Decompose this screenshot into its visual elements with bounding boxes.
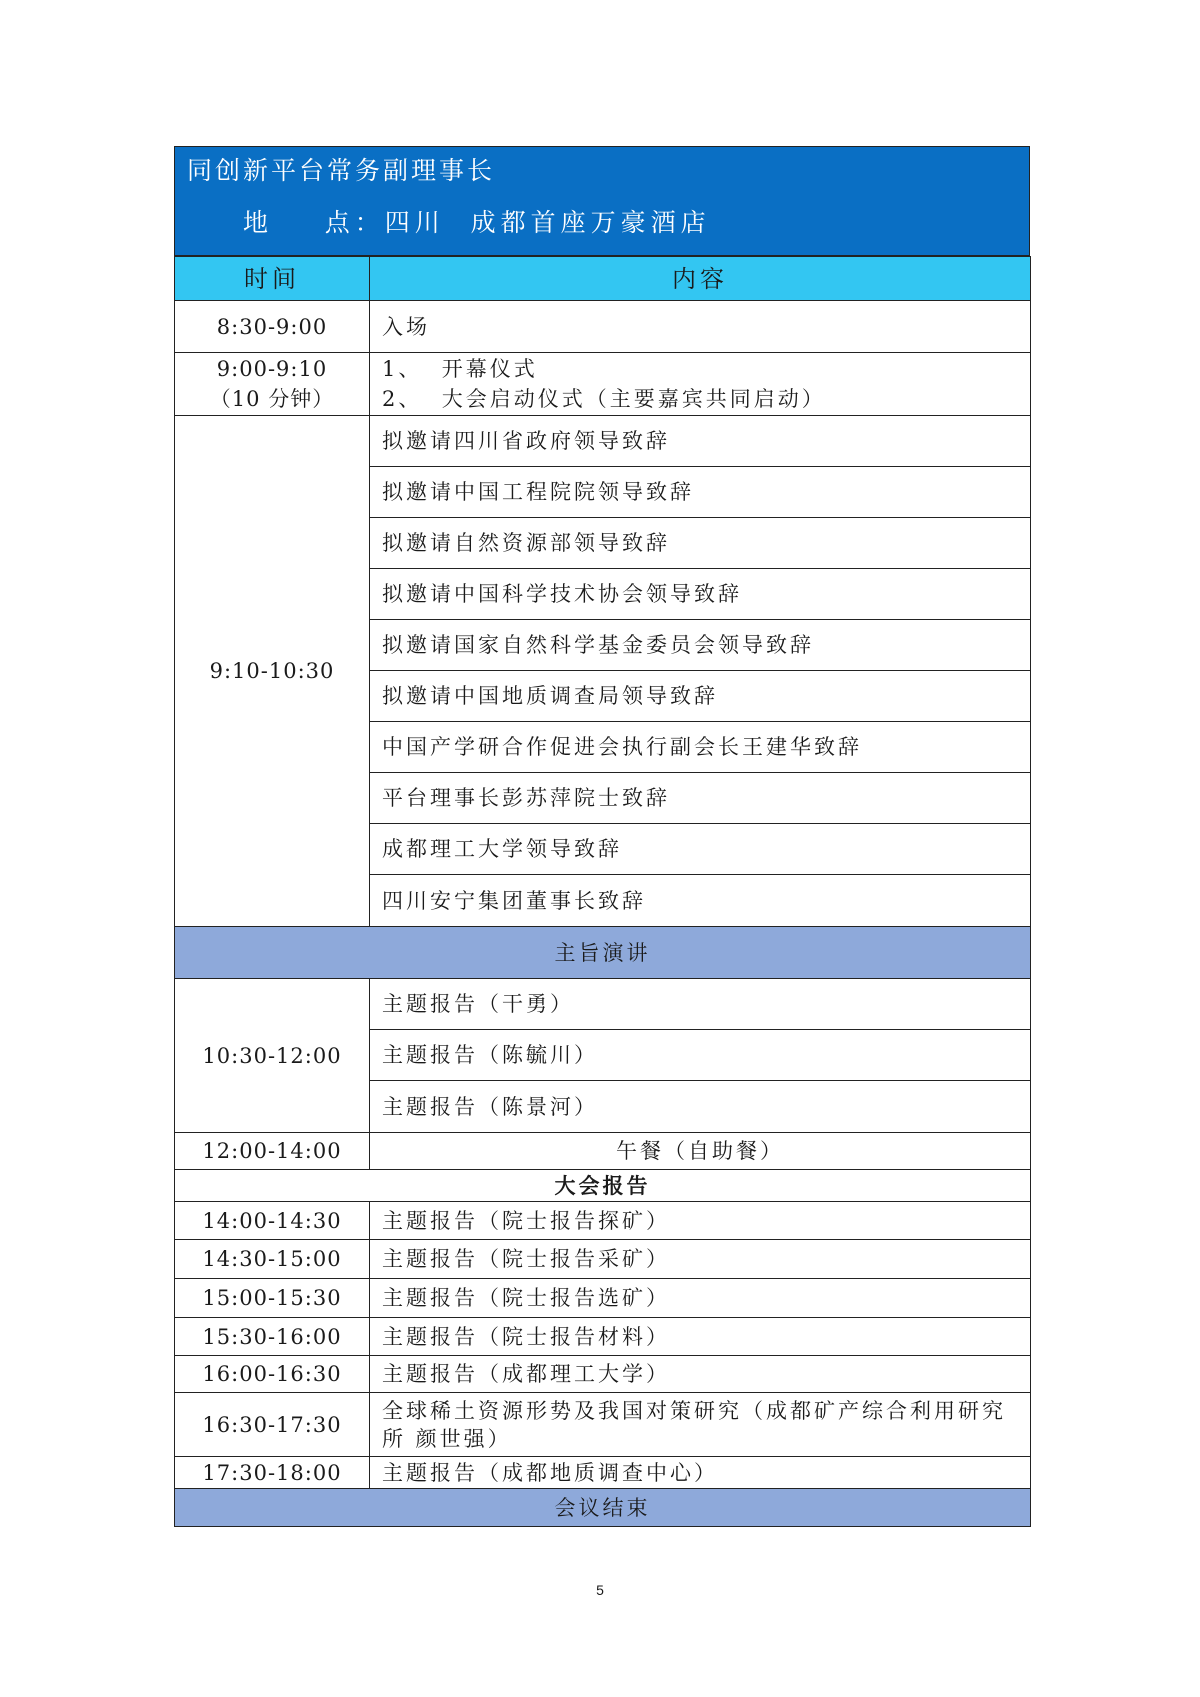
content-cell xyxy=(370,353,1031,416)
table-row xyxy=(175,1393,1031,1457)
keynote-item: 主题报告（陈毓川） xyxy=(370,1030,1031,1081)
time-cell: 15:30-16:00 xyxy=(175,1318,370,1356)
speech-item: 拟邀请中国工程院院领导致辞 xyxy=(370,467,1031,518)
table-row xyxy=(175,1279,1031,1318)
time-cell: 17:30-18:00 xyxy=(175,1457,370,1489)
content-cell: 主题报告（院士报告探矿） xyxy=(370,1202,1031,1240)
banner-title: 同创新平台常务副理事长 xyxy=(187,156,496,185)
content-cell: 主题报告（成都地质调查中心） xyxy=(370,1457,1031,1489)
section-band xyxy=(175,927,1031,979)
table-row xyxy=(175,1202,1031,1240)
keynote-item: 主题报告（干勇） xyxy=(370,979,1031,1030)
report-band: 大会报告 xyxy=(175,1170,1031,1202)
content-cell: 主题报告（院士报告采矿） xyxy=(370,1240,1031,1279)
table-row xyxy=(175,1356,1031,1393)
speech-item: 平台理事长彭苏萍院士致辞 xyxy=(370,773,1031,824)
content-cell: 入场 xyxy=(370,301,1031,353)
time-cell: 9:10-10:30 xyxy=(175,416,370,927)
speech-item: 拟邀请中国科学技术协会领导致辞 xyxy=(370,569,1031,620)
table-row xyxy=(175,1457,1031,1489)
section-band xyxy=(175,1170,1031,1202)
time-cell: 10:30-12:00 xyxy=(175,979,370,1133)
speech-item: 拟邀请中国地质调查局领导致辞 xyxy=(370,671,1031,722)
time-cell: 16:00-16:30 xyxy=(175,1356,370,1393)
time-cell: 14:30-15:00 xyxy=(175,1240,370,1279)
agenda-table xyxy=(174,256,1031,1527)
table-row xyxy=(175,301,1031,353)
time-duration: （10 分钟） xyxy=(209,387,335,411)
opening-item-1: 1、 开幕仪式 xyxy=(382,357,538,381)
speech-item: 拟邀请国家自然科学基金委员会领导致辞 xyxy=(370,620,1031,671)
table-row xyxy=(175,416,1031,467)
speech-item: 四川安宁集团董事长致辞 xyxy=(370,875,1031,927)
agenda-banner xyxy=(174,146,1030,256)
section-band xyxy=(175,1489,1031,1527)
table-header-row xyxy=(175,257,1031,301)
venue-line: 地 点：四川 成都首座万豪酒店 xyxy=(243,208,711,237)
content-cell: 主题报告（院士报告材料） xyxy=(370,1318,1031,1356)
speech-item: 拟邀请四川省政府领导致辞 xyxy=(370,416,1031,467)
table-row xyxy=(175,1240,1031,1279)
time-cell: 12:00-14:00 xyxy=(175,1133,370,1170)
table-row xyxy=(175,353,1031,416)
keynote-item: 主题报告（陈景河） xyxy=(370,1081,1031,1133)
opening-item-2: 2、 大会启动仪式（主要嘉宾共同启动） xyxy=(382,387,826,411)
content-cell: 主题报告（成都理工大学） xyxy=(370,1356,1031,1393)
table-row xyxy=(175,979,1031,1030)
table-row xyxy=(175,1133,1031,1170)
time-cell: 14:00-14:30 xyxy=(175,1202,370,1240)
keynote-band: 主旨演讲 xyxy=(175,927,1031,979)
content-cell: 全球稀土资源形势及我国对策研究（成都矿产综合利用研究所 颜世强） xyxy=(370,1393,1031,1457)
lunch-cell: 午餐（自助餐） xyxy=(370,1133,1031,1170)
content-cell: 主题报告（院士报告选矿） xyxy=(370,1279,1031,1318)
speech-item: 中国产学研合作促进会执行副会长王建华致辞 xyxy=(370,722,1031,773)
time-range: 9:00-9:10 xyxy=(216,357,328,381)
time-cell xyxy=(175,353,370,416)
time-cell: 15:00-15:30 xyxy=(175,1279,370,1318)
speech-item: 成都理工大学领导致辞 xyxy=(370,824,1031,875)
header-content: 内容 xyxy=(370,257,1031,301)
page-number: 5 xyxy=(596,1582,604,1598)
closing-band: 会议结束 xyxy=(175,1489,1031,1527)
time-cell: 16:30-17:30 xyxy=(175,1393,370,1457)
time-cell: 8:30-9:00 xyxy=(175,301,370,353)
table-row xyxy=(175,1318,1031,1356)
header-time: 时间 xyxy=(175,257,370,301)
speech-item: 拟邀请自然资源部领导致辞 xyxy=(370,518,1031,569)
